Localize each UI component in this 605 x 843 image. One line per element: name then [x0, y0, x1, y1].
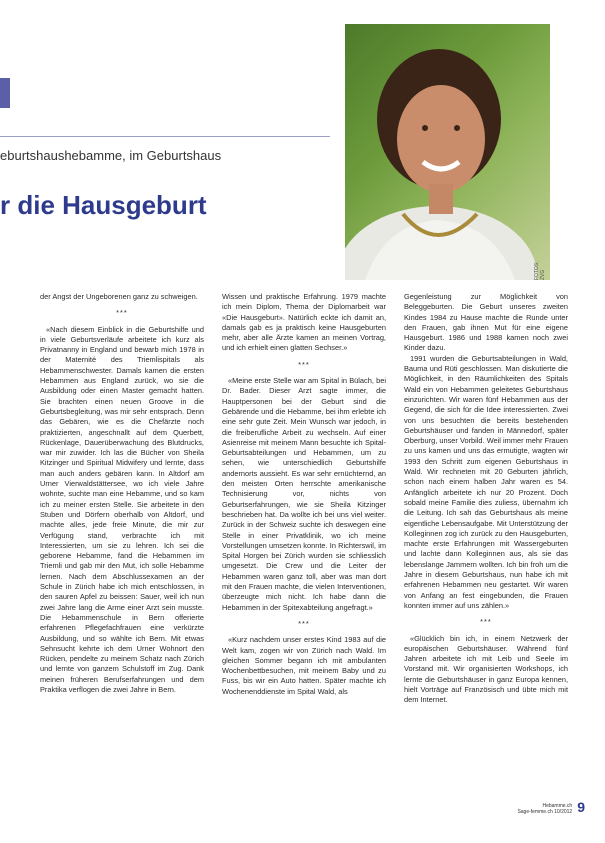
portrait-photo — [345, 24, 550, 280]
article-kicker: eburtshaushebamme, im Geburtshaus — [0, 148, 222, 163]
text-column-3 — [404, 292, 568, 802]
section-separator: *** — [116, 308, 128, 318]
section-separator: *** — [480, 617, 492, 627]
header-divider — [0, 136, 330, 137]
publication-name: Hebamme.ch — [542, 803, 573, 809]
article-body — [40, 292, 568, 802]
paragraph: «Glücklich bin ich, in einem Netzwerk der europäischen Geburtshäuser. Während fünf Jahren arbeitete ich mit Leib und Seele im Vorstand mit. Wir organisierten Workshops, ich lernte die Geburtshäuser in ganz Europa kennen, hielt Vorträge auf Französisch und übte mich mit dem Internet. — [404, 633, 568, 705]
paragraph: «Meine erste Stelle war am Spital in Bülach, bei Dr. Bader. Dieser Arzt sagte immer, die Hauptpersonen bei der Geburt sind die Gebärende und die Hebamme, bei ihm erlebte ich eine sehr gute Zeit. Mein Wunsch war jedoch, in die freiberufliche Arbeit zu wechseln. Auf einer Asienreise mit meinem Mann besuchte ich Spital-Geburtsabteilungen und Hebammen, um zu sehen, wie unterschiedlich Geburtshilfe andernorts aussieht. Es war sehr ernüchternd, an den meisten Orten herrschte amerikanische Technisierung vor, nichts von Geburtserfahrungen, wie sie Sheila Kitzinger beschrieben hat. Da wollte ich bei uns viel weiter. Zurück in der Schweiz suchte ich deswegen eine Stelle in einer Privatklinik, wo ich meine Vorstellungen umsetzen konnte. In Richterswil, im Spital Horgen bei Zürich wurden sie schliesslich umgesetzt. Die Crew und die Leiter der Hebammen waren ganz toll, aber was man dort mit den Frauen machte, die vielen Interventionen, überzeugte mich nicht. Ich habe dann die Hebammen in der Spitexabteilung angefragt.» — [222, 376, 386, 612]
page-footer — [517, 799, 585, 815]
paragraph: Wissen und praktische Erfahrung. 1979 machte ich mein Diplom, Thema der Diplomarbeit war «Die Hausgeburt». Natürlich eckte ich damit an, damals gab es ja praktisch keine Hausgeburten mehr, aber alle Ärzte kamen an meinen Vortrag, und ich erhielt einen glatten Sechser.» — [222, 292, 386, 353]
page-number: 9 — [577, 799, 585, 815]
paragraph: Gegenleistung zur Möglichkeit von Beleggeburten. Die Geburt unseres zweiten Kindes 1984 zu Hause machte die Runde unter den Frauen, gab ihnen Mut für eine eigene Hausgeburt. 1986 und 1988 kamen noch zwei Kinder dazu. — [404, 292, 568, 353]
publication-issue: Sage-femme.ch 10/2012 — [517, 809, 573, 815]
paragraph: der Angst der Ungeborenen ganz zu schweigen. — [40, 292, 198, 301]
paragraph: 1991 wurden die Geburtsabteilungen in Wald, Bauma und Rüti geschlossen. Man diskutierte die Möglichkeit, in den Räumlichkeiten des Spitals Wald ein von Hebammen geleitetes Geburtshaus einzurichten. Wir waren fünf Hebammen aus der Gegend, die sich für die Idee interessierten. Zwei von uns besuchten die bereits bestehenden Geburtshäuser und fanden in Männedorf, später Oberburg, unser Vorbild. Weil immer mehr Frauen zu uns kamen und uns das ermutigte, wagten wir 1993 den Schritt zum eigenen Geburtshaus in Wald. Wir rechneten mit 20 Geburten jährlich, schon nach einem halben Jahr waren es 54. Anfänglich arbeitete ich nur 20 Prozent. Doch sobald meine Familie dies zuliess, übernahm ich die Leitung. Ich sah das Geburtshaus als meine eigentliche Lebensaufgabe. Mit Unterstützung der Kolleginnen zog ich zurück zu den Hausgeburten, machte erste Erfahrungen mit Wassergeburten und lachte dann Kolleginnen aus, als sie das lebenslange Jammern wollten. Ich bin froh um die Jahre in diesem Geburtshaus, nun habe ich mit erfahrenen Hebammen neu gestartet. Wir waren von Anfang an fest eingebunden, die Frauen konnten immer auf uns zählen.» — [404, 353, 568, 610]
paragraph: «Nach diesem Einblick in die Geburtshilfe und in viele Geburtsverläufe arbeitete ich kurz als Privatnanny in England und bewarb mich 1978 in der Maternité des Triemlispitals als Hebammenschwester. Damals kamen die ersten Hebammen aus England zurück, wo sie die Ausbildung oder einen Master gemacht hatten. Sie brachten einen neuen Groove in die Geburtsbegleitung, was mir sehr entsprach. Denn das Gebären, wie es die Chefärzte noch praktizierten, angeschnallt auf dem Querbett, Rückenlage, Dauerüberwachung des Blutdrucks, war mir zuwider. Ich las die Bücher von Sheila Kitzinger und Spiritual Midwifery und lernte, dass man auch anders gebären kann. In Altdorf am Urner Vierwaldstättersee, wo ich viele Jahre wohnte, suchte man eine Hebamme, und so kam ich zu meiner ersten Stelle. Sie arbeitete in den Stuben und Dörfern oberhalb von Altdorf, und machte alles, jede freie Minute, die mir zur Verfügung stand, verbrachte ich mit Interessierten, um sie zu lehren. Ich sei die geborene Hebamme, fand die Hebammen im Triemli und gab mir den Mut, ich solle Hebamme lernen. Nach dem Abschlussexamen an der Schule in Zürich habe ich mich entschlossen, in den sauren Apfel zu beissen: Sauer, weil ich nun zwei Jahre lang die Arme einer Arzt sein musste. Die Hebammenschule in Bern offerierte erfahrenen Pflegefachfrauen eine verkürzte Ausbildung, und so wählte ich Bern. Mit etwas Sehnsucht kehrte ich dem Urner Wohnort den Rücken, pendelte zu meinem Schatz nach Zürich und lernte von ganzem Schulstoff im Zug. Dank meinen früheren Berufserfahrungen und dem Praktika verflogen die zwei Jahre in Bern. — [40, 324, 204, 694]
section-marker — [0, 78, 10, 108]
photo-credit: FOTOS: ZVG — [534, 261, 546, 280]
portrait-illustration — [345, 24, 550, 280]
section-separator: *** — [298, 359, 310, 369]
paragraph: «Kurz nachdem unser erstes Kind 1983 auf die Welt kam, zogen wir von Zürich nach Wald. Im gleichen Sommer begann ich mit ambulanten Wochenbettbesuchen, mit meinem Baby und zu Fuss, bis wir ein Auto hatten. Später machte ich Wochenenddienste im Spital Wald, als — [222, 635, 386, 696]
text-column-2 — [222, 292, 386, 802]
article-title: r die Hausgeburt — [0, 190, 207, 220]
section-separator: *** — [298, 618, 310, 628]
text-column-1 — [40, 292, 204, 802]
publication-source — [517, 803, 572, 815]
